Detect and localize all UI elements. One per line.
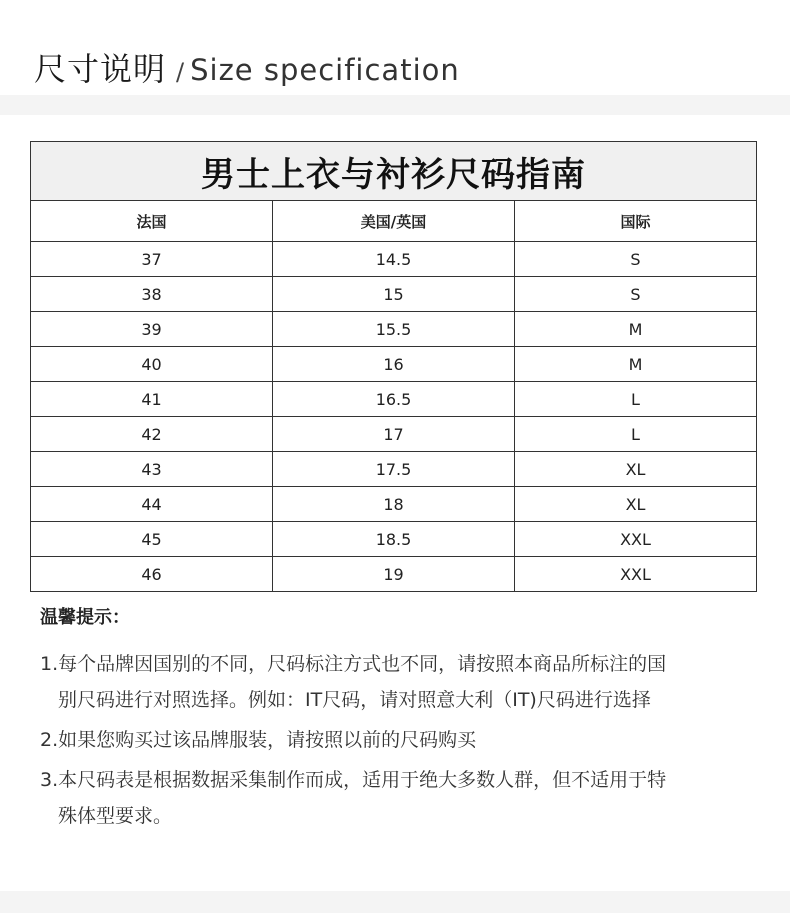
cell-international: XL (515, 452, 757, 487)
header-title-cn: 尺寸说明 (34, 50, 167, 88)
header-separator: / (176, 58, 185, 86)
table-row (31, 277, 757, 312)
column-header-international: 国际 (515, 201, 757, 242)
column-header-us-uk: 美国/英国 (273, 201, 515, 242)
table-row (31, 382, 757, 417)
note-text: 3.本尺码表是根据数据采集制作而成，适用于绝大多数人群，但不适用于特 (40, 769, 667, 791)
header-title-en: Size specification (190, 53, 460, 87)
note-text-continued: 殊体型要求。 (58, 805, 173, 827)
cell-us-uk: 18.5 (273, 522, 515, 557)
cell-us-uk: 15.5 (273, 312, 515, 347)
table-row (31, 452, 757, 487)
note-item (40, 722, 760, 758)
cell-international: L (515, 382, 757, 417)
table-row (31, 417, 757, 452)
cell-france: 39 (31, 312, 273, 347)
page-header (34, 44, 460, 90)
cell-france: 45 (31, 522, 273, 557)
note-item (40, 762, 760, 834)
cell-france: 43 (31, 452, 273, 487)
table-row (31, 347, 757, 382)
cell-international: XXL (515, 522, 757, 557)
cell-france: 37 (31, 242, 273, 277)
cell-us-uk: 14.5 (273, 242, 515, 277)
cell-us-uk: 15 (273, 277, 515, 312)
table-row (31, 487, 757, 522)
cell-international: XXL (515, 557, 757, 592)
top-divider-band (0, 95, 790, 115)
cell-us-uk: 16 (273, 347, 515, 382)
cell-us-uk: 19 (273, 557, 515, 592)
size-table (30, 141, 757, 592)
column-header-france: 法国 (31, 201, 273, 242)
table-header-row (31, 201, 757, 242)
table-row (31, 312, 757, 347)
bottom-divider-band (0, 891, 790, 913)
table-row (31, 557, 757, 592)
cell-international: S (515, 277, 757, 312)
note-item (40, 646, 760, 718)
cell-international: XL (515, 487, 757, 522)
notes-title: 温馨提示： (40, 607, 130, 628)
table-title: 男士上衣与衬衫尺码指南 (31, 142, 757, 201)
notes-section (40, 604, 760, 838)
note-text-continued: 别尺码进行对照选择。例如：IT尺码，请对照意大利（IT)尺码进行选择 (58, 689, 651, 711)
table-row (31, 242, 757, 277)
cell-france: 46 (31, 557, 273, 592)
cell-international: M (515, 347, 757, 382)
cell-france: 40 (31, 347, 273, 382)
cell-france: 41 (31, 382, 273, 417)
cell-international: L (515, 417, 757, 452)
cell-france: 42 (31, 417, 273, 452)
cell-international: M (515, 312, 757, 347)
cell-us-uk: 18 (273, 487, 515, 522)
table-title-row (31, 142, 757, 201)
cell-international: S (515, 242, 757, 277)
note-text: 2.如果您购买过该品牌服装，请按照以前的尺码购买 (40, 729, 477, 751)
cell-france: 44 (31, 487, 273, 522)
cell-us-uk: 17 (273, 417, 515, 452)
cell-us-uk: 16.5 (273, 382, 515, 417)
note-text: 1.每个品牌因国别的不同，尺码标注方式也不同，请按照本商品所标注的国 (40, 653, 667, 675)
cell-france: 38 (31, 277, 273, 312)
table-row (31, 522, 757, 557)
cell-us-uk: 17.5 (273, 452, 515, 487)
